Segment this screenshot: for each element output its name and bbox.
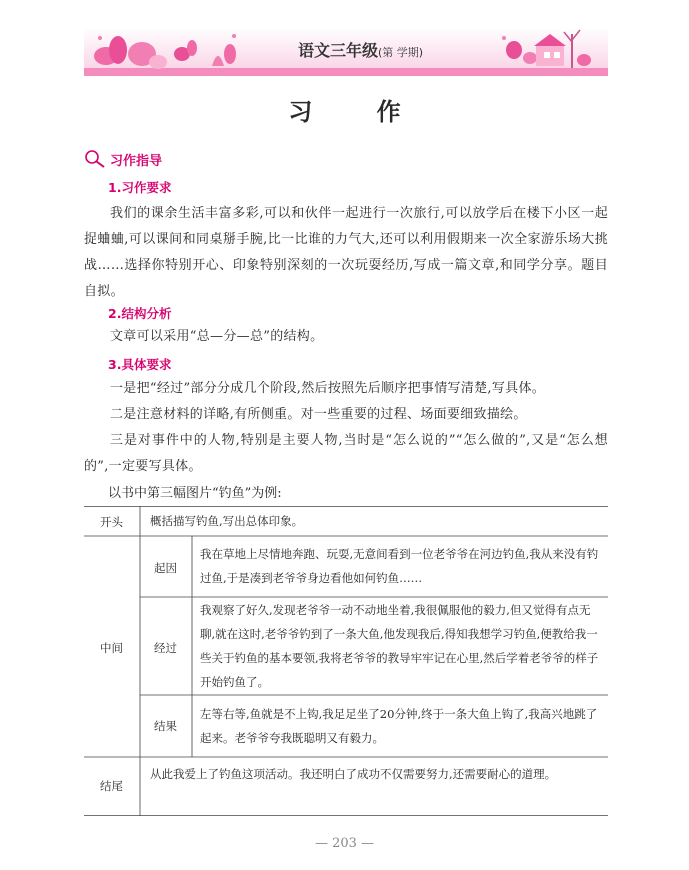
paragraph-detail-3: 三是对事件中的人物,特别是主要人物,当时是“怎么说的”“怎么做的”,又是“怎么想的”,一定要写具体。 [84, 433, 608, 474]
paragraph-detail-2: 二是注意材料的详略,有所侧重。对一些重要的过程、场面要细致描绘。 [110, 407, 527, 422]
book-title [298, 38, 423, 61]
example-intro: 以书中第三幅图片“钓鱼”为例: [108, 486, 282, 501]
cell-opening: 概括描写钓鱼,写出总体印象。 [150, 514, 304, 528]
label-middle: 中间 [100, 641, 123, 655]
section-header [84, 148, 162, 170]
page-title: 习 作 [288, 98, 429, 126]
label-process: 经过 [154, 641, 177, 655]
label-cause: 起因 [154, 561, 177, 575]
label-result: 结果 [154, 719, 177, 733]
paragraph-structure: 文章可以采用“总—分—总”的结构。 [110, 329, 324, 344]
cell-process: 我观察了好久,发现老爷爷一动不动地坐着,我很佩服他的毅力,但又觉得有点无聊,就在这时,老爷爷钓到了一条大鱼,他发现我后,得知我想学习钓鱼,便教给我一些关于钓鱼的基本要领,我将老爷爷的教导牢牢记在心里,然后学着老爷爷的样子开始钓鱼了。 [200, 603, 599, 689]
paragraph-detail-1: 一是把“经过”部分分成几个阶段,然后按照先后顺序把事情写清楚,写具体。 [110, 381, 546, 396]
heading-details: 3.具体要求 [108, 357, 172, 372]
label-closing: 结尾 [100, 779, 123, 793]
paragraph-requirements: 我们的课余生活丰富多彩,可以和伙伴一起进行一次旅行,可以放学后在楼下小区一起捉蛐蛐,可以课间和同桌掰手腕,比一比谁的力气大,还可以利用假期来一次全家游乐场大挑战……选择你特别开心、印象特别深刻的一次玩耍经历,写成一篇文章,和同学分享。题目自拟。 [84, 206, 608, 299]
page-number: — 203 — [314, 836, 375, 851]
book-title-main: 语文三年级 [298, 41, 379, 60]
cell-cause: 我在草地上尽情地奔跑、玩耍,无意间看到一位老爷爷在河边钓鱼,我从来没有钓过鱼,于是凑到老爷爷身边看他如何钓鱼…… [200, 547, 599, 585]
cell-closing: 从此我爱上了钓鱼这项活动。我还明白了成功不仅需要努力,还需要耐心的道理。 [150, 767, 557, 781]
outline-table [84, 506, 608, 816]
section-label: 习作指导 [110, 153, 163, 169]
cell-result: 左等右等,鱼就是不上钩,我足足坐了20分钟,终于一条大鱼上钩了,我高兴地跳了起来。老爷爷夸我既聪明又有毅力。 [200, 707, 598, 745]
heading-requirements: 1.习作要求 [108, 180, 172, 195]
label-opening: 开头 [100, 515, 123, 529]
magnifier-icon [84, 149, 106, 169]
heading-structure: 2.结构分析 [108, 306, 172, 321]
book-title-term: (第 学期) [378, 46, 424, 59]
